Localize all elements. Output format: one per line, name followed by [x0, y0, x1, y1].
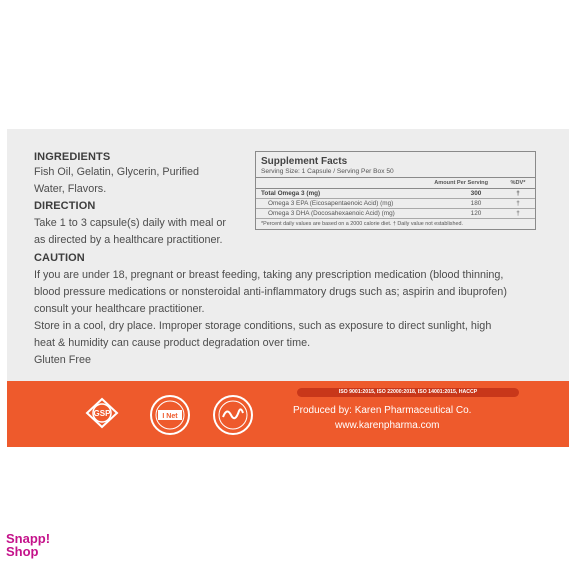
- ingredients-line: Fish Oil, Gelatin, Glycerin, Purified: [34, 166, 200, 178]
- direction-line: Take 1 to 3 capsule(s) daily with meal or: [34, 217, 227, 229]
- halal-icon: [211, 393, 255, 437]
- nutrient-name: Omega 3 DHA (Docosahexaenoic Acid) (mg): [268, 210, 395, 217]
- supplement-facts-title: Supplement Facts: [261, 156, 348, 167]
- website-link[interactable]: www.karenpharma.com: [335, 420, 440, 431]
- iso-certifications: ISO 9001:2015, ISO 22000:2018, ISO 14001:2015, HACCP: [297, 388, 519, 397]
- caution-line: consult your healthcare practitioner.: [34, 303, 205, 315]
- facts-row: [256, 209, 535, 219]
- serving-size: Serving Size: 1 Capsule / Serving Per Box 50: [256, 168, 535, 178]
- facts-footnote: *Percent daily values are based on a 2000 calorie diet. † Daily value not established.: [261, 221, 463, 227]
- caution-line: If you are under 18, pregnant or breast feeding, taking any prescription medication (blood thinning,: [34, 269, 504, 281]
- nutrient-amount: 120: [470, 210, 482, 217]
- gsp-logo-icon: [85, 397, 119, 429]
- caution-line: blood pressure medications or nonsteroidal anti-inflammatory drugs such as; aspirin and ibuprofen): [34, 286, 507, 298]
- ingredients-line: Water, Flavors.: [34, 183, 107, 195]
- brand-line: Shop: [6, 544, 39, 559]
- inet-certified-icon: [148, 393, 192, 437]
- direction-text: [34, 215, 226, 249]
- caution-text: [34, 267, 507, 369]
- facts-row: [256, 199, 535, 209]
- nutrient-name: Total Omega 3 (mg): [261, 190, 321, 197]
- brand-line: Snapp!: [6, 531, 51, 546]
- dv-header: %DV*: [510, 180, 526, 186]
- direction-title: DIRECTION: [34, 200, 96, 212]
- ingredients-text: [34, 164, 199, 198]
- caution-line: Gluten Free: [34, 354, 92, 366]
- snapp-shop-logo: [6, 532, 76, 558]
- footer-band: [7, 381, 569, 447]
- product-label-panel: [7, 129, 569, 447]
- gsp-logo-text: GSP: [93, 409, 111, 418]
- producer-text: Produced by: Karen Pharmaceutical Co.: [293, 405, 472, 416]
- nutrient-dv: †: [516, 190, 520, 197]
- nutrient-dv: †: [516, 200, 520, 207]
- supplement-facts-table: [255, 151, 536, 230]
- facts-header-row: [256, 178, 535, 189]
- nutrient-amount: 300: [470, 190, 482, 197]
- nutrient-name: Omega 3 EPA (Eicosapentaenoic Acid) (mg): [268, 200, 394, 207]
- amount-header: Amount Per Serving: [434, 180, 488, 186]
- facts-row: [256, 189, 535, 199]
- inet-logo-text: I Net: [162, 413, 178, 420]
- ingredients-title: INGREDIENTS: [34, 151, 111, 163]
- caution-line: heat & humidity can cause product degradation over time.: [34, 337, 311, 349]
- caution-title: CAUTION: [34, 252, 85, 264]
- caution-line: Store in a cool, dry place. Improper storage conditions, such as exposure to direct sunlight, high: [34, 320, 492, 332]
- nutrient-amount: 180: [470, 200, 482, 207]
- nutrient-dv: †: [516, 210, 520, 217]
- direction-line: as directed by a healthcare practitioner.: [34, 234, 223, 246]
